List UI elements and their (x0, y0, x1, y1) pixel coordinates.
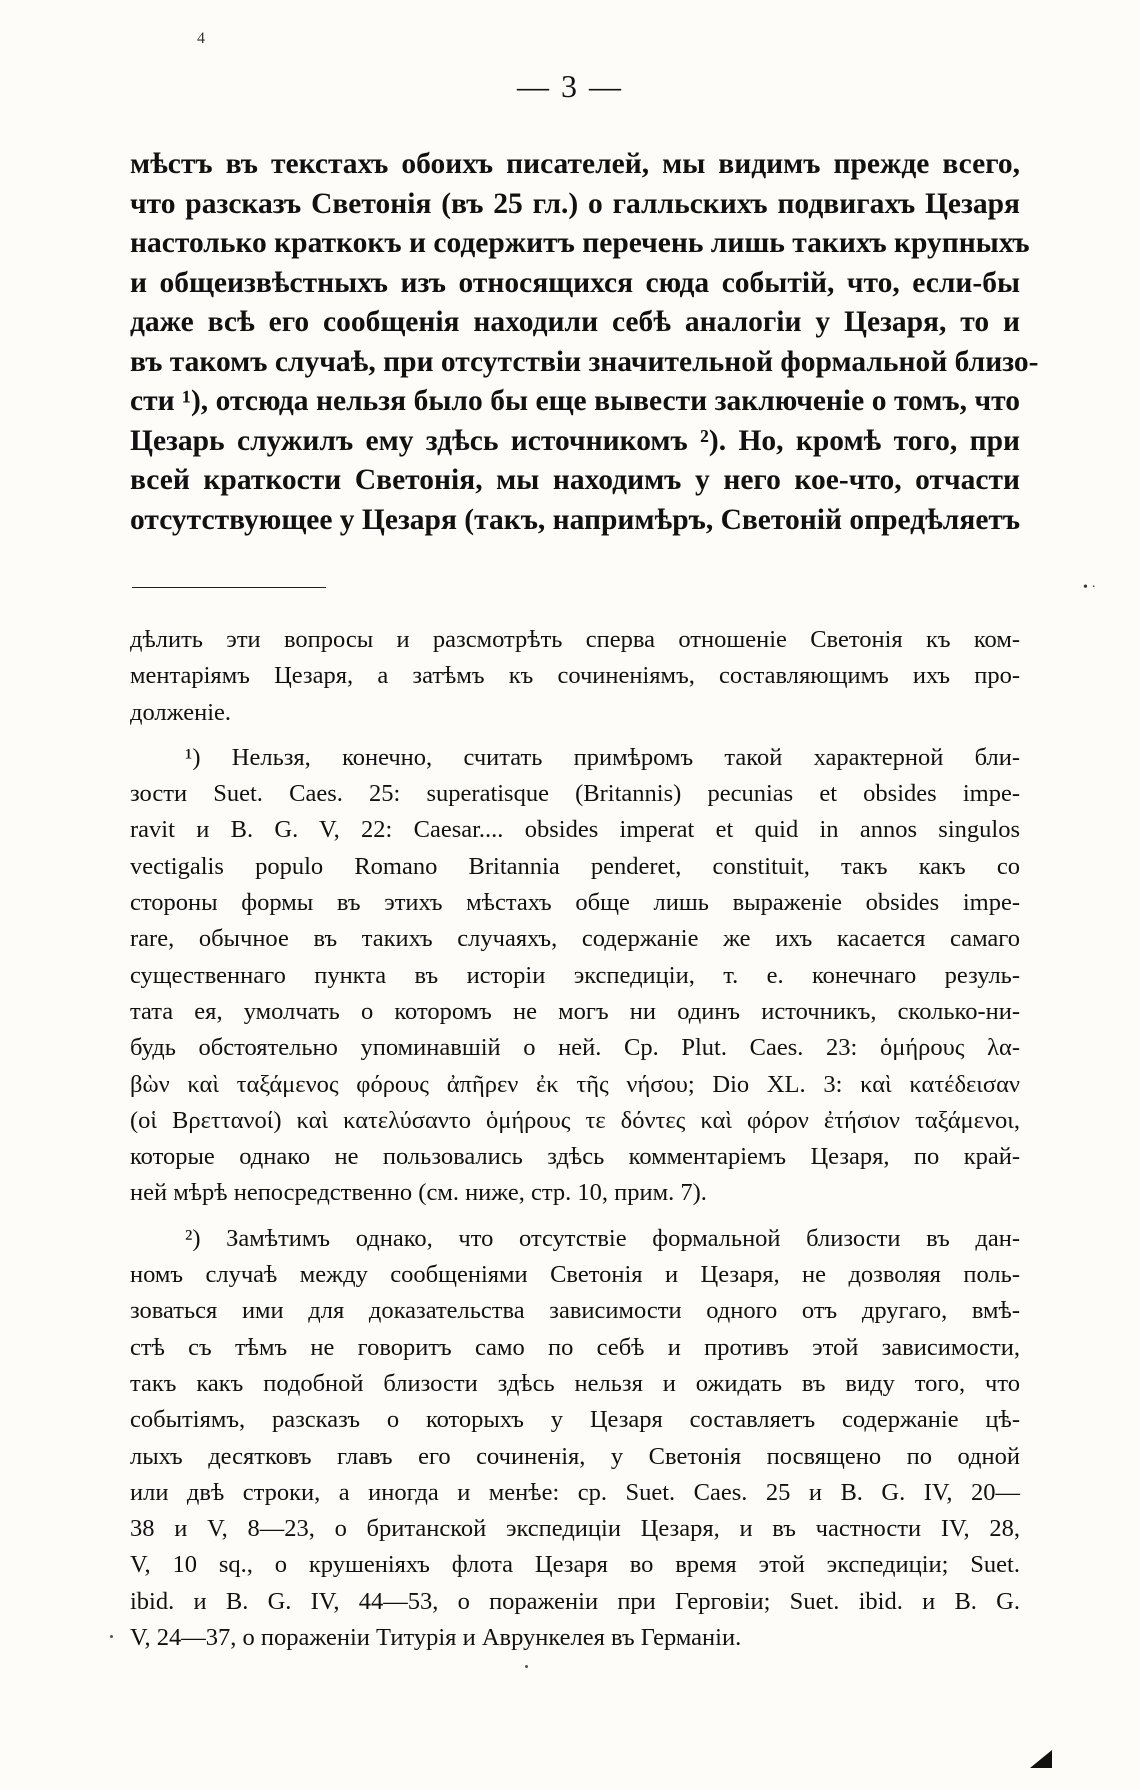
footnote-line: 38 и V, 8—23, о британской экспедиціи Цезаря, и въ частности IV, 28, (130, 1515, 1020, 1543)
footnote-line: долженіе. (130, 698, 232, 726)
footnote-line: тата ея, умолчать о которомъ не могъ ни одинъ источникъ, сколько-ни- (130, 997, 1020, 1025)
footnotes-section (130, 622, 1020, 1656)
footnote-line: (οἱ Βρεττανοί) καὶ κατελύσαντο ὁμήρους τε δόντες καὶ φόρον ἐτήσιον ταξάμενοι, (130, 1106, 1020, 1134)
corner-mark-bottom (1030, 1750, 1052, 1768)
footnote-line: зоваться ими для доказательства зависимости одного отъ другаго, вмѣ- (130, 1297, 1020, 1325)
footnote-line: или двѣ строки, а иногда и менѣе: ср. Suet. Caes. 25 и B. G. IV, 20— (130, 1478, 1020, 1506)
footnote-line: зости Suet. Caes. 25: superatisque (Britannis) pecunias et obsides impe- (130, 780, 1020, 808)
footnote-1 (130, 740, 1020, 1212)
main-text-line: и общеизвѣстныхъ изъ относящихся сюда событій, что, если-бы (130, 266, 1020, 299)
page-number: — 3 — (517, 68, 623, 104)
footnote-line: ¹) Нельзя, конечно, считать примѣромъ такой характерной бли- (185, 743, 1020, 771)
footnote-line: номъ случаѣ между сообщеніями Светонія и Цезаря, не дозволяя поль- (130, 1261, 1020, 1289)
footnote-2 (130, 1221, 1020, 1657)
footnote-line: стороны формы въ этихъ мѣстахъ обще лишь выраженіе obsides impe- (130, 889, 1020, 917)
footnote-line: rare, обычное въ такихъ случаяхъ, содержаніе же ихъ касается самаго (130, 925, 1020, 953)
main-text-line: что разсказъ Светонія (въ 25 гл.) о галльскихъ подвигахъ Цезаря (130, 187, 1020, 220)
footnote-line: V, 24—37, о пораженіи Титурія и Аврункелея въ Германіи. (130, 1624, 742, 1652)
footnote-line: ²) Замѣтимъ однако, что отсутствіе формальной близости въ дан- (185, 1224, 1020, 1252)
main-text-line: мѣстъ въ текстахъ обоихъ писателей, мы видимъ прежде всего, (130, 148, 1020, 180)
footnote-line: ravit и B. G. V, 22: Caesar.... obsides imperat et quid in annos singulos (130, 816, 1020, 844)
footnote-line: существеннаго пункта въ исторіи экспедиціи, т. е. конечнаго резуль- (130, 961, 1020, 989)
corner-mark-top: 4 (197, 30, 205, 47)
footnote-line: событіямъ, разсказъ о которыхъ у Цезаря составляетъ содержаніе цѣ- (130, 1406, 1020, 1434)
footnote-line: дѣлить эти вопросы и разсмотрѣть сперва отношеніе Светонія къ ком- (130, 626, 1020, 653)
main-text-line: въ такомъ случаѣ, при отсутствіи значительной формальной близо- (130, 345, 1039, 378)
main-text-line: даже всѣ его сообщенія находили себѣ аналогіи у Цезаря, то и (130, 306, 1020, 338)
footnote-continuation (130, 622, 1020, 731)
speck (110, 1635, 113, 1638)
footnote-line: которые однако не пользовались здѣсь комментаріемъ Цезаря, по край- (130, 1143, 1020, 1171)
corner-mark-right: • · (1083, 580, 1097, 595)
footnote-line: vectigalis populo Romano Britannia penderet, constituit, такъ какъ со (130, 852, 1020, 880)
footnote-line: будь обстоятельно упоминавшій о ней. Cp. Plut. Caes. 23: ὁμήρους λα- (130, 1034, 1020, 1062)
main-text-line: настолько краткокъ и содержитъ перечень лишь такихъ крупныхъ (130, 227, 1030, 259)
footnote-line: ней мѣрѣ непосредственно (см. ниже, стр. 10, прим. 7). (130, 1179, 707, 1207)
main-text-line: отсутствующее у Цезаря (такъ, напримѣръ, Светоній опредѣляетъ (130, 503, 1021, 536)
footnote-line: такъ какъ подобной близости здѣсь нельзя и ожидать въ виду того, что (130, 1369, 1020, 1397)
speck (525, 1665, 528, 1668)
footnote-line: ментаріямъ Цезаря, а затѣмъ къ сочиненіямъ, составляющимъ ихъ про- (130, 662, 1020, 690)
footnote-separator-rule (132, 587, 326, 588)
footnote-line: V, 10 sq., о крушеніяхъ флота Цезаря во время этой экспедиціи; Suet. (130, 1551, 1020, 1579)
footnote-line: βὼν καὶ ταξάμενος φόρους ἀπῆρεν ἐκ τῆς νήσου; Dio XL. 3: καὶ κατέδεισαν (130, 1070, 1020, 1098)
main-text-line: Цезарь служилъ ему здѣсь источникомъ ²). Но, кромѣ того, при (130, 424, 1020, 457)
footnote-line: ibid. и B. G. IV, 44—53, о пораженіи при Герговіи; Suet. ibid. и B. G. (130, 1587, 1020, 1615)
main-text-block (130, 145, 1039, 540)
footnote-line: лыхъ десятковъ главъ его сочиненія, у Светонія посвящено по одной (130, 1442, 1020, 1470)
main-text-line: сти ¹), отсюда нельзя было бы еще вывести заключеніе о томъ, что (130, 385, 1020, 417)
main-text-line: всей краткости Светонія, мы находимъ у него кое-что, отчасти (130, 464, 1020, 496)
footnote-line: стѣ съ тѣмъ не говоритъ само по себѣ и противъ этой зависимости, (130, 1333, 1020, 1361)
